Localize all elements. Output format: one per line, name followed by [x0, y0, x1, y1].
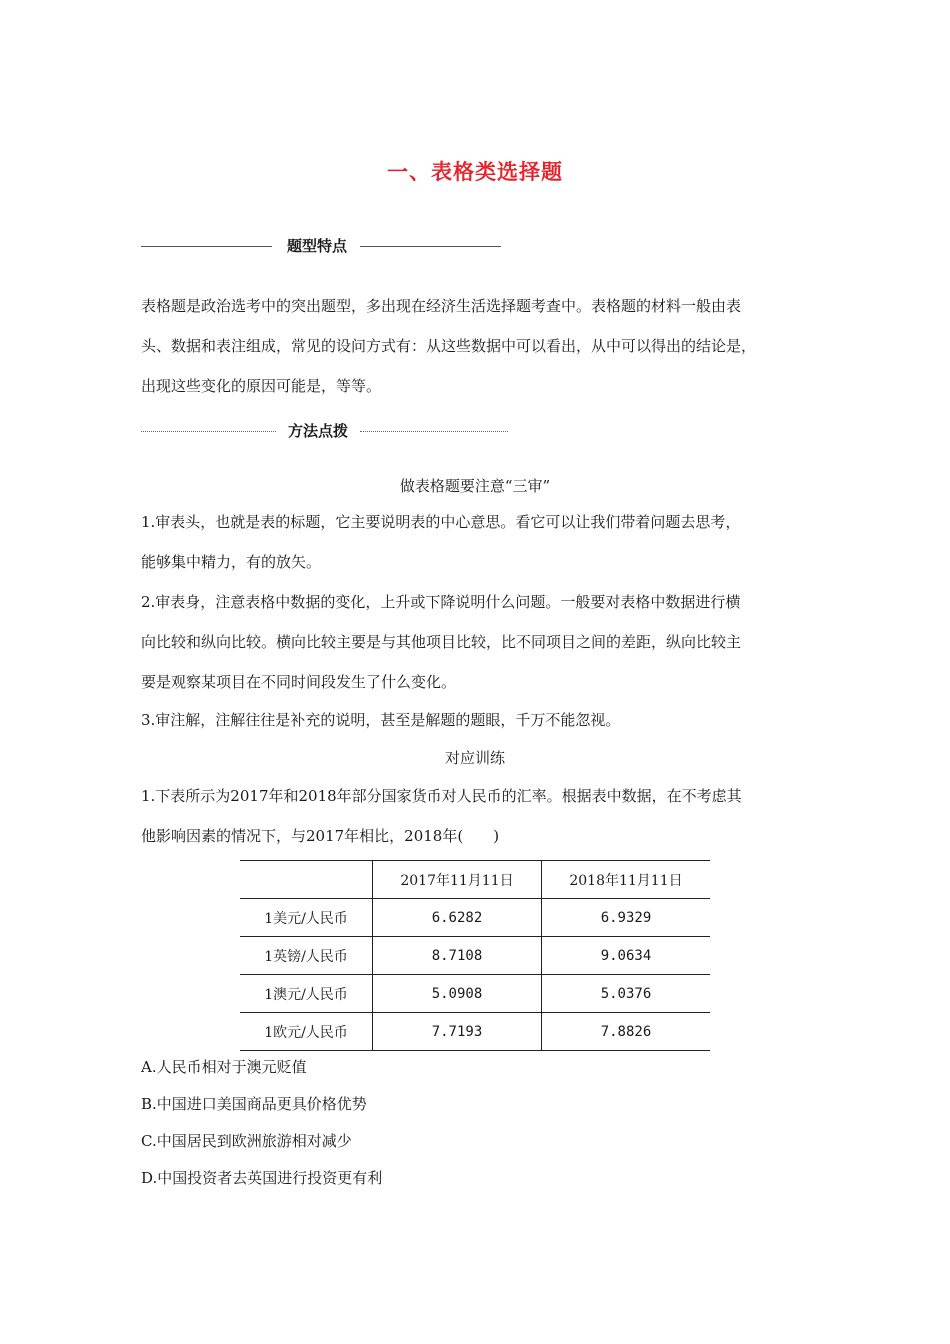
option-a: A.人民币相对于澳元贬值 [141, 1058, 307, 1076]
section-divider-left [141, 431, 276, 432]
table-cell-2018: 9.0634 [542, 937, 711, 975]
table-header-cell [240, 861, 373, 899]
option-c: C.中国居民到欧洲旅游相对减少 [141, 1132, 352, 1150]
features-line: 头、数据和表注组成，常见的设问方式有：从这些数据中可以看出，从中可以得出的结论是， [141, 337, 757, 355]
method-subtitle: 做表格题要注意“三审” [399, 477, 551, 495]
section-heading-method: 方法点拨 [288, 422, 349, 440]
method-item-2-line: 2.审表身，注意表格中数据的变化，上升或下降说明什么问题。一般要对表格中数据进行横 [141, 593, 741, 611]
page-title: 一、表格类选择题 [387, 160, 563, 184]
table-cell-2017: 8.7108 [373, 937, 542, 975]
table-cell-currency: 1英镑/人民币 [240, 937, 373, 975]
exchange-rate-table [240, 860, 710, 1051]
features-paragraph [141, 286, 821, 406]
table-row [240, 937, 710, 975]
table-header-cell: 2018年11月11日 [542, 861, 711, 899]
table-cell-currency: 1欧元/人民币 [240, 1013, 373, 1051]
table-cell-2017: 5.0908 [373, 975, 542, 1013]
option-b: B.中国进口美国商品更具价格优势 [141, 1095, 367, 1113]
question-line: 1.下表所示为2017年和2018年部分国家货币对人民币的汇率。根据表中数据，在不考虑其 [141, 787, 742, 805]
table-header-cell: 2017年11月11日 [373, 861, 542, 899]
section-heading-features: 题型特点 [287, 237, 348, 255]
table-cell-2018: 7.8826 [542, 1013, 711, 1051]
table-cell-2017: 7.7193 [373, 1013, 542, 1051]
method-item-1-line: 能够集中精力，有的放矢。 [141, 553, 322, 571]
features-line: 出现这些变化的原因可能是，等等。 [141, 377, 382, 395]
method-item-3: 3.审注解，注解往往是补充的说明，甚至是解题的题眼，千万不能忽视。 [141, 711, 621, 729]
table-row [240, 1013, 710, 1051]
section-divider-left [141, 246, 272, 247]
table-header-row [240, 861, 710, 899]
table-row [240, 975, 710, 1013]
table-cell-2018: 6.9329 [542, 899, 711, 937]
features-line: 表格题是政治选考中的突出题型，多出现在经济生活选择题考查中。表格题的材料一般由表 [141, 297, 742, 315]
table-cell-currency: 1澳元/人民币 [240, 975, 373, 1013]
option-d: D.中国投资者去英国进行投资更有利 [141, 1169, 383, 1187]
question-line: 他影响因素的情况下，与2017年相比，2018年( ) [141, 827, 500, 845]
section-divider-right [360, 246, 501, 247]
table-row [240, 899, 710, 937]
method-item-2-line: 向比较和纵向比较。横向比较主要是与其他项目比较，比不同项目之间的差距，纵向比较主 [141, 633, 742, 651]
section-divider-right [360, 431, 508, 432]
method-item-1-line: 1.审表头，也就是表的标题，它主要说明表的中心意思。看它可以让我们带着问题去思考， [141, 513, 741, 531]
table-cell-2018: 5.0376 [542, 975, 711, 1013]
table-cell-currency: 1美元/人民币 [240, 899, 373, 937]
method-item-2-line: 要是观察某项目在不同时间段发生了什么变化。 [141, 673, 457, 691]
practice-heading: 对应训练 [444, 749, 505, 767]
table-cell-2017: 6.6282 [373, 899, 542, 937]
